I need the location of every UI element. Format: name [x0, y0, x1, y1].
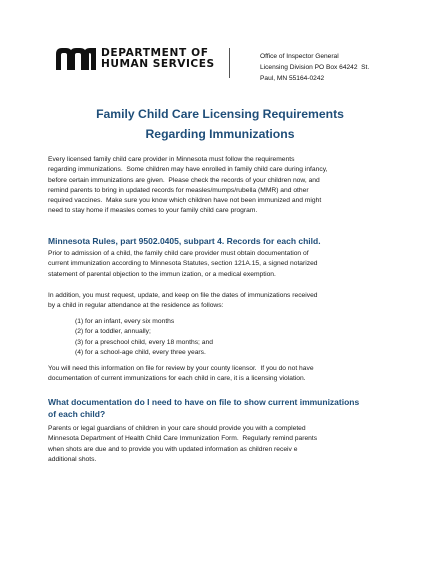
immunization-schedule-list	[75, 317, 213, 358]
rules-paragraph-2	[48, 291, 408, 312]
mn-logo-icon	[56, 48, 96, 70]
heading-line: What documentation do I need to have on file to show current immunizations	[48, 397, 360, 407]
office-address	[260, 51, 410, 84]
text-line: when shots are due and to provide you with updated information as children receiv e	[48, 445, 298, 453]
office-line: Licensing Division PO Box 64242 St.	[260, 64, 370, 71]
text-line: Parents or legal guardians of children in your care should provide you with a completed	[48, 425, 306, 432]
text-line: Prior to admission of a child, the family child care provider must obtain documentation of	[48, 250, 309, 257]
documentation-paragraph	[48, 424, 408, 465]
text-line: Minnesota Department of Health Child Care Immunization Form. Regularly remind parents	[48, 435, 318, 443]
header-divider	[229, 48, 230, 78]
section-heading-rules: Minnesota Rules, part 9502.0405, subpart 4. Records for each child.	[48, 236, 321, 246]
text-line: before certain immunizations are given. Please check the records of your children now, and	[48, 176, 320, 184]
text-line: by a child in regular attendance at the residence as follows:	[48, 302, 224, 310]
text-line: Every licensed family child care provider in Minnesota must follow the requirements	[48, 156, 295, 163]
text-line: current immunization according to Minnesota Statutes, section 121A.15, a signed notarized	[48, 260, 318, 268]
office-line: Office of Inspector General	[260, 53, 339, 60]
text-line: remind parents to bring in updated records for measles/mumps/rubella (MMR) and other	[48, 186, 309, 194]
rules-paragraph-3	[48, 364, 408, 385]
document-title-line2: Regarding Immunizations	[145, 127, 295, 141]
list-item: (1) for an infant, every six months	[75, 318, 175, 325]
document-title-line1: Family Child Care Licensing Requirements	[96, 107, 344, 121]
text-line: statement of parental objection to the immun ization, or a medical exemption.	[48, 270, 276, 278]
office-line: Paul, MN 55164-0242	[260, 75, 325, 82]
rules-paragraph-1	[48, 249, 408, 280]
text-line: need to stay home if measles comes to your family child care program.	[48, 207, 258, 215]
text-line: documentation of current immunizations for each child in care, it is a licensing violation.	[48, 375, 306, 383]
dept-name-line2: HUMAN SERVICES	[101, 58, 215, 70]
text-line: In addition, you must request, update, and keep on file the dates of immunizations received	[48, 292, 318, 299]
dhs-logo	[56, 48, 215, 70]
text-line: required vaccines. Make sure you know which children have not been immunized and might	[48, 197, 322, 205]
text-line: additional shots.	[48, 455, 97, 463]
list-item: (4) for a school-age child, every three years.	[75, 348, 206, 356]
dept-name-line1: DEPARTMENT OF	[101, 47, 209, 59]
list-item: (3) for a preschool child, every 18 months; and	[75, 338, 213, 346]
text-line: You will need this information on file for review by your county licensor. If you do not have	[48, 365, 314, 372]
heading-line: of each child?	[48, 409, 106, 419]
intro-paragraph	[48, 155, 408, 217]
list-item: (2) for a toddler, annually;	[75, 328, 151, 336]
text-line: regarding immunizations. Some children may have enrolled in family child care during infancy,	[48, 166, 328, 174]
section-heading-documentation	[48, 396, 359, 420]
